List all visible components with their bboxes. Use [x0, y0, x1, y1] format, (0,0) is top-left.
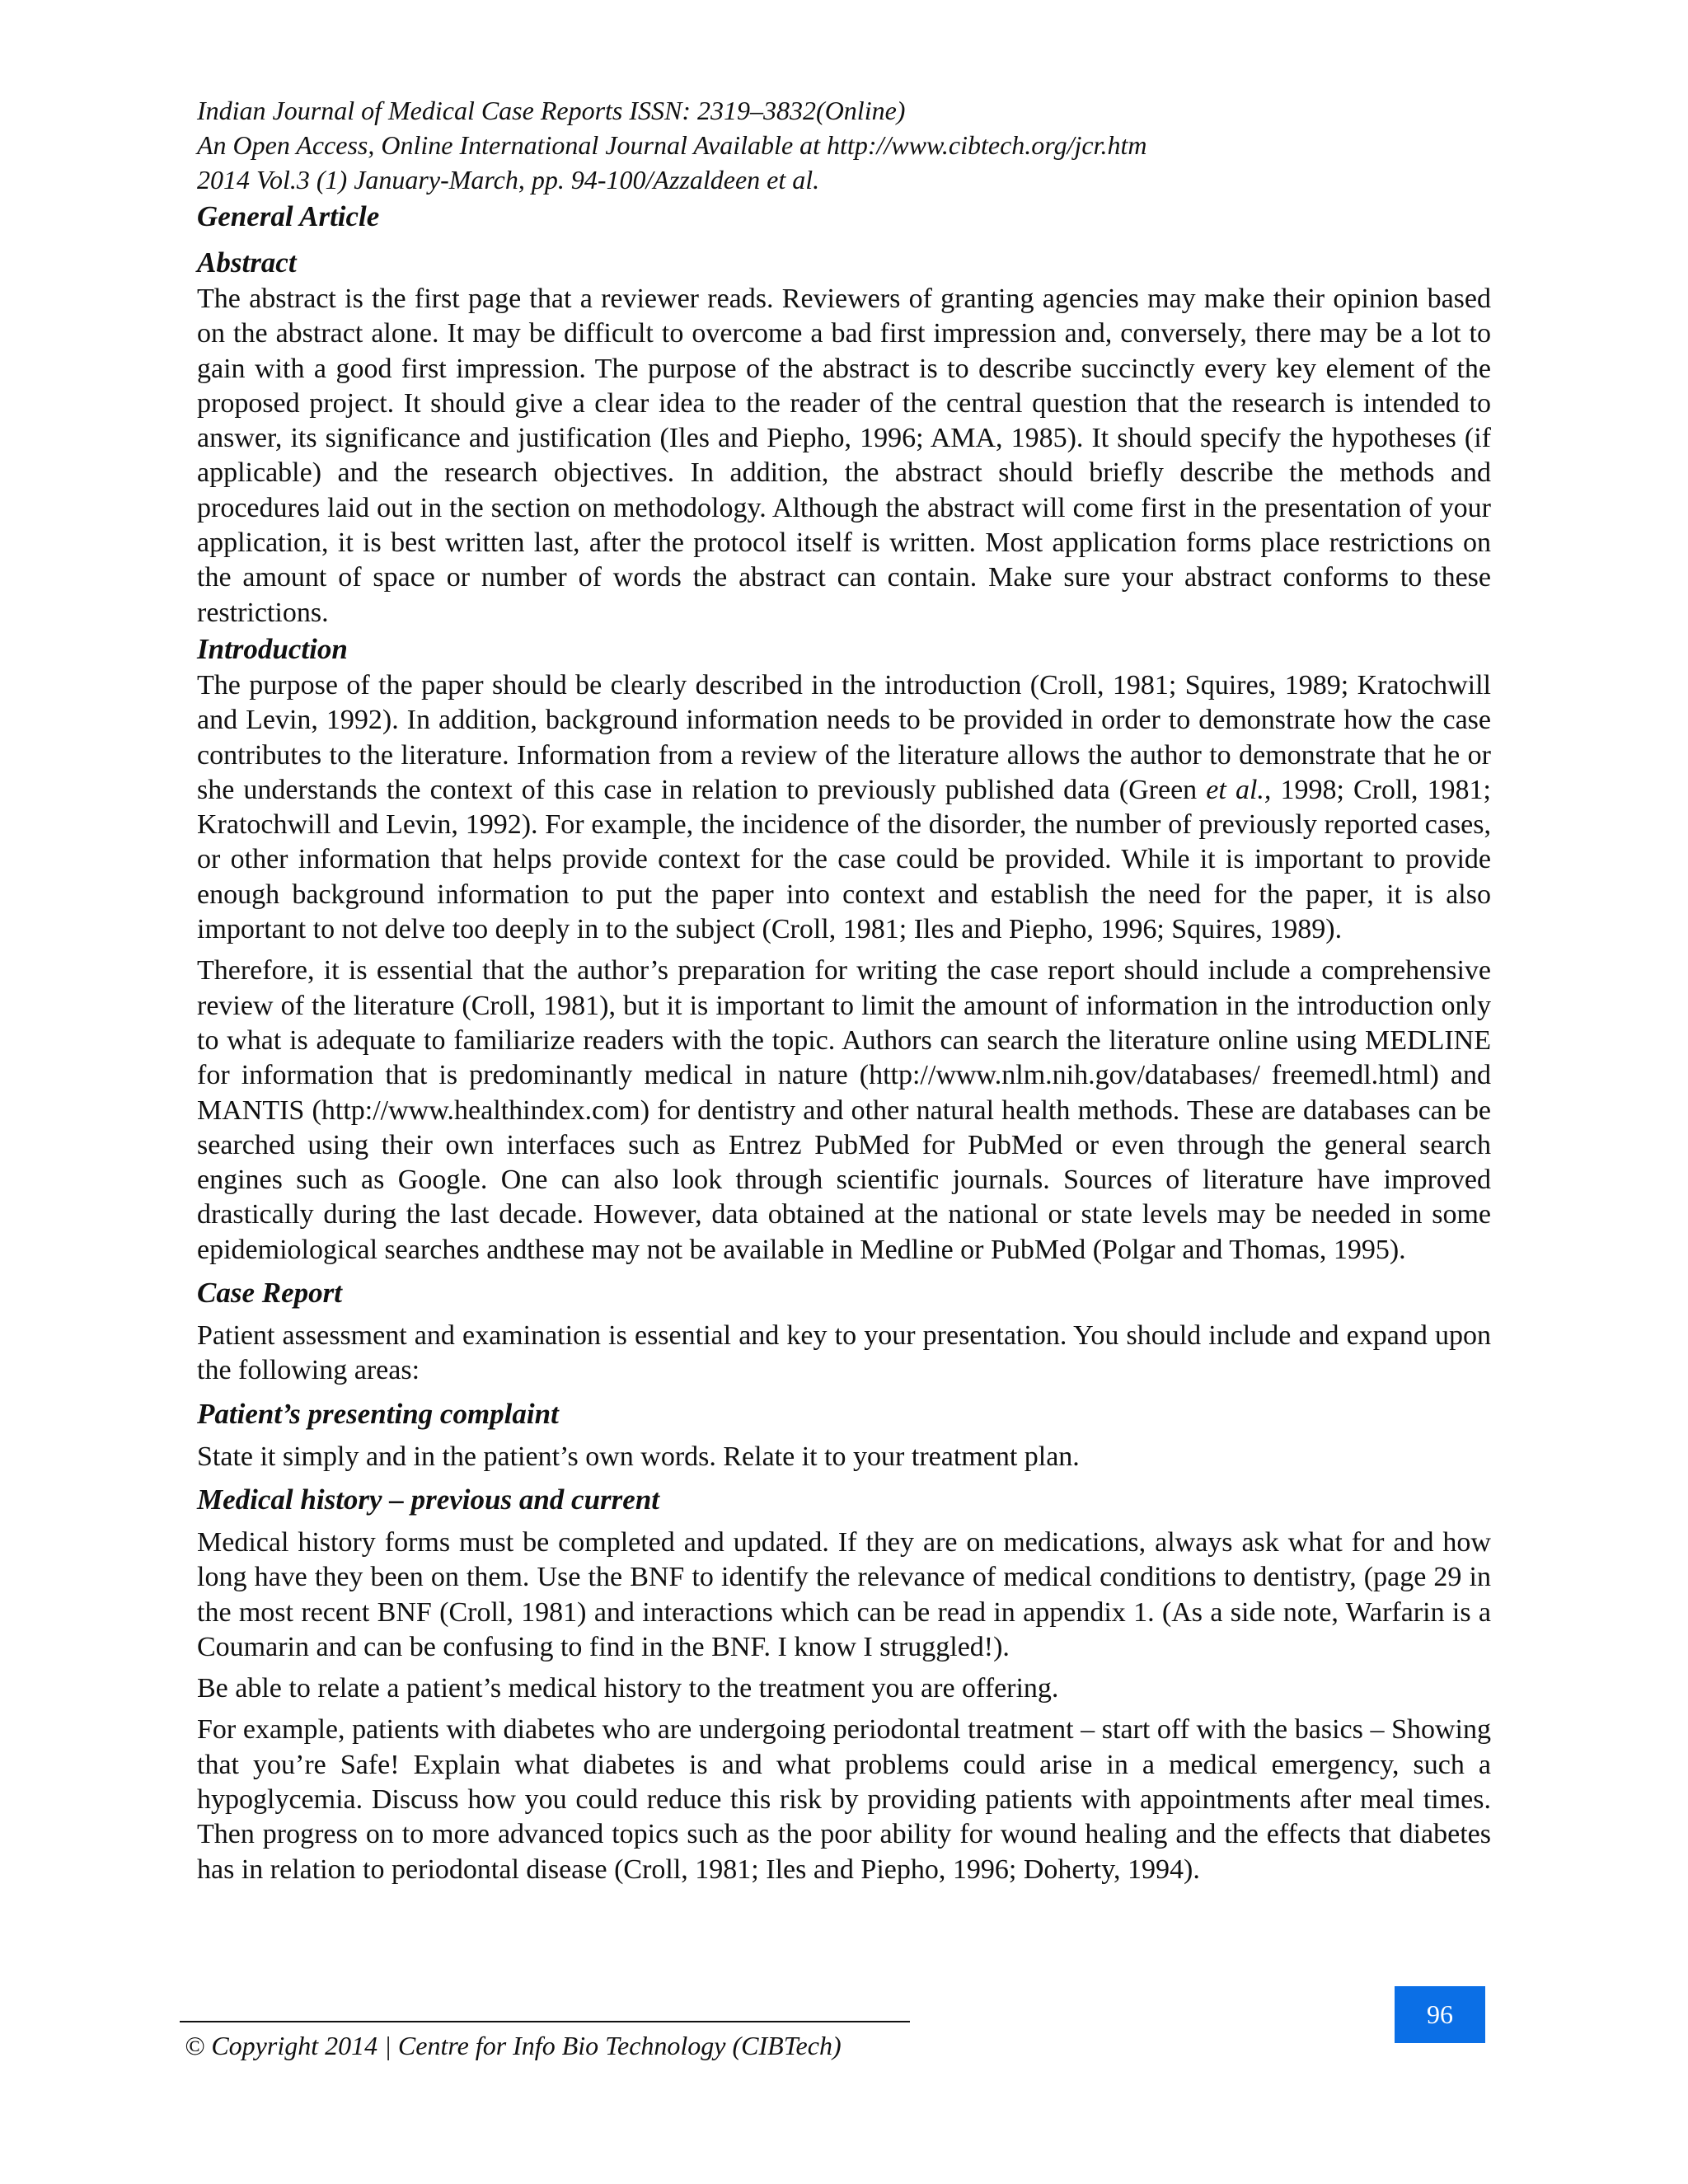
case-report-heading: Case Report [197, 1277, 342, 1310]
et-al-citation: et al., [1206, 774, 1272, 805]
introduction-text-a: The purpose of the paper should be clearly described in the introduction (Croll, 1981; Squires, 1989; Kratochwill and Levin, 1992). In addition, background information needs to be provided in order to demonstrate how the case contributes to the literature. Information from a review of the literature allows the author to demonstrate that he or she understands the context of this case in relation to previously published data (Green [197, 669, 1491, 805]
journal-issue-line: 2014 Vol.3 (1) January-March, pp. 94-100/Azzaldeen et al. [197, 165, 820, 194]
footer-copyright: © Copyright 2014 | Centre for Info Bio Technology (CIBTech) [185, 2031, 842, 2060]
medical-history-paragraph-3: For example, patients with diabetes who are undergoing periodontal treatment – start off with the basics – Showing that you’re Safe! Explain what diabetes is and what problems could arise in a medical emergency, such a hypoglycemia. Discuss how you could reduce this risk by providing patients with appointments after meal times. Then progress on to more advanced topics such as the poor ability for wound healing and the effects that diabetes has in relation to periodontal disease (Croll, 1981; Iles and Piepho, 1996; Doherty, 1994). [197, 1714, 1491, 1885]
introduction-paragraph-1 [197, 668, 1491, 947]
medical-history-paragraph-1: Medical history forms must be completed and updated. If they are on medications, always ask what for and how long have they been on them. Use the BNF to identify the relevance of medical conditions to dentistry, (page 29 in the most recent BNF (Croll, 1981) and interactions which can be read in appendix 1. (As a side note, Warfarin is a Coumarin and can be confusing to find in the BNF. I know I struggled!). [197, 1526, 1491, 1662]
journal-title-line: Indian Journal of Medical Case Reports ISSN: 2319–3832(Online) [197, 96, 906, 125]
introduction-text-b: 1998; Croll, 1981; Kratochwill and Levin, 1992). For example, the incidence of the disorder, the number of previously reported cases, or other information that helps provide context for the case could be provided. While it is important to provide enough background information to put the paper into context and establish the need for the paper, it is also important to not delve too deeply in to the subject (Croll, 1981; Iles and Piepho, 1996; Squires, 1989). [197, 774, 1491, 945]
medical-history-heading: Medical history – previous and current [197, 1483, 660, 1516]
abstract-heading: Abstract [197, 246, 297, 279]
introduction-heading: Introduction [197, 632, 348, 665]
abstract-paragraph: The abstract is the first page that a reviewer reads. Reviewers of granting agencies may make their opinion based on the abstract alone. It may be difficult to overcome a bad first impression and, conversely, there may be a lot to gain with a good first impression. The purpose of the abstract is to describe succinctly every key element of the proposed project. It should give a clear idea to the reader of the central question that the research is intended to answer, its significance and justification (Iles and Piepho, 1996; AMA, 1985). It should specify the hypotheses (if applicable) and the research objectives. In addition, the abstract should briefly describe the methods and procedures laid out in the section on methodology. Although the abstract will come first in the presentation of your application, it is best written last, after the protocol itself is written. Most application forms place restrictions on the amount of space or number of words the abstract can contain. Make sure your abstract conforms to these restrictions. [197, 284, 1491, 628]
complaint-paragraph: State it simply and in the patient’s own words. Relate it to your treatment plan. [197, 1441, 1080, 1472]
journal-header [197, 93, 1516, 197]
article-body [197, 198, 1491, 1887]
complaint-heading: Patient’s presenting complaint [197, 1397, 559, 1430]
introduction-paragraph-2: Therefore, it is essential that the author’s preparation for writing the case report should include a comprehensive review of the literature (Croll, 1981), but it is important to limit the amount of information in the introduction only to what is adequate to familiarize readers with the topic. Authors can search the literature online using MEDLINE for information that is predominantly medical in nature (http://www.nlm.nih.gov/databases/ freemedl.html) and MANTIS (http://www.healthindex.com) for dentistry and other natural health methods. These are databases can be searched using their own interfaces such as Entrez PubMed for PubMed or even through the general search engines such as Google. One can also look through scientific journals. Sources of literature have improved drastically during the last decade. However, data obtained at the national or state levels may be needed in some epidemiological searches andthese may not be available in Medline or PubMed (Polgar and Thomas, 1995). [197, 955, 1491, 1265]
page-number-badge: 96 [1395, 1986, 1485, 2043]
journal-access-line: An Open Access, Online International Journal Available at http://www.cibtech.org/jcr.htm [197, 130, 1147, 160]
medical-history-paragraph-2: Be able to relate a patient’s medical history to the treatment you are offering. [197, 1673, 1059, 1704]
case-report-paragraph: Patient assessment and examination is essential and key to your presentation. You should include and expand upon the following areas: [197, 1320, 1491, 1386]
footer-divider [180, 2021, 910, 2022]
article-type-heading: General Article [197, 200, 380, 232]
